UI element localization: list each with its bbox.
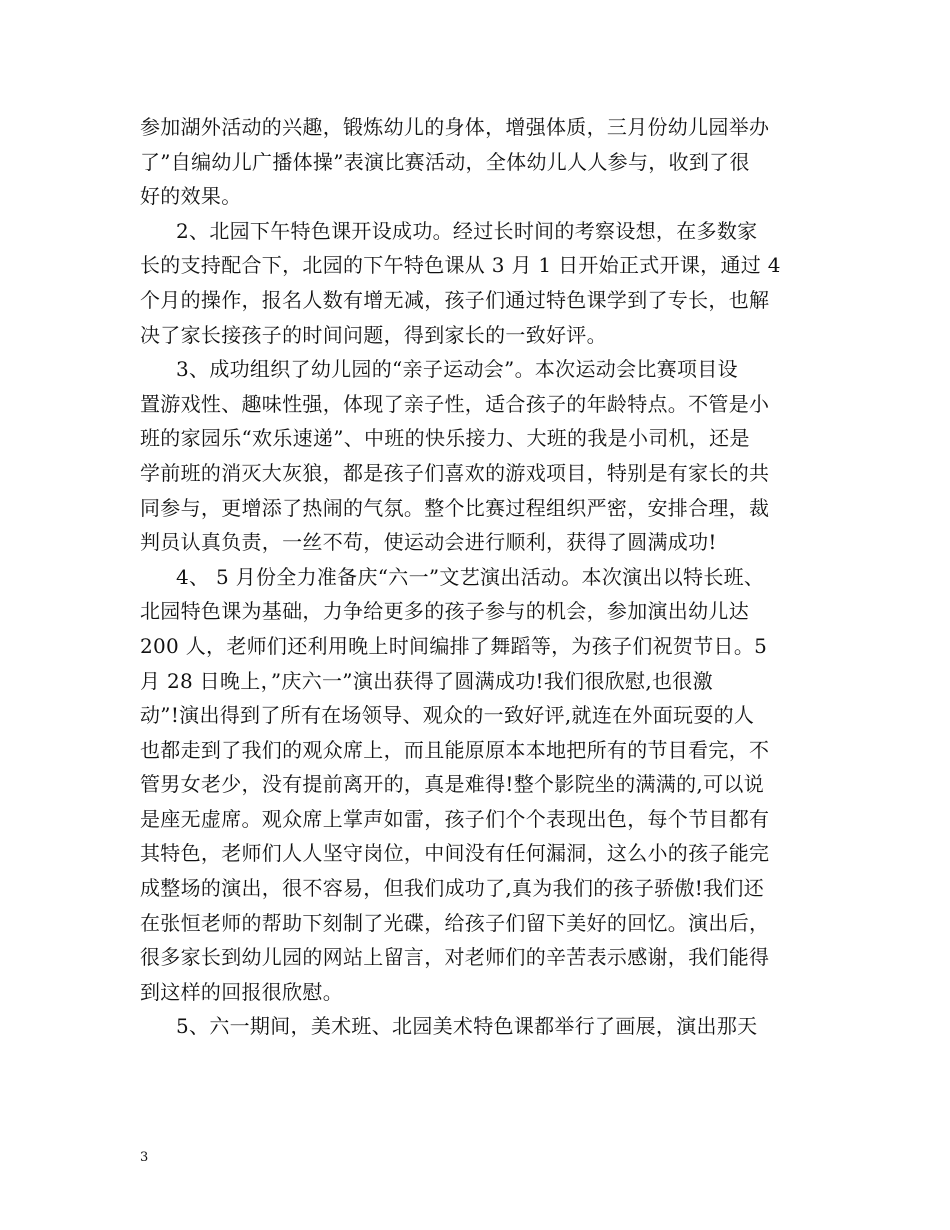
text-line: 好的效果。 — [140, 184, 242, 209]
text-line: 参加湖外活动的兴趣，锻炼幼儿的身体，增强体质，三月份幼儿园举办 — [140, 115, 770, 139]
text-line: 个月的操作，报名人数有增无减，孩子们通过特色课学到了专长，也解 — [140, 287, 770, 312]
document-body — [140, 110, 820, 1044]
text-line: 了”自编幼儿广播体操”表演比赛活动，全体幼儿人人参与，收到了很 — [140, 149, 750, 174]
text-line: 判员认真负责，一丝不苟，使运动会进行顺利，获得了圆满成功! — [140, 530, 717, 555]
text-line: 动”!演出得到了所有在场领导、观众的一致好评,就连在外面玩耍的人 — [140, 703, 755, 728]
text-line: 也都走到了我们的观众席上，而且能原原本本地把所有的节目看完，不 — [140, 737, 770, 762]
text-line: 同参与，更增添了热闹的气氛。整个比赛过程组织严密，安排合理，裁 — [140, 495, 770, 520]
text-line: 很多家长到幼儿园的网站上留言，对老师们的辛苦表示感谢，我们能得 — [140, 945, 770, 970]
paragraph-start-line: 3、成功组织了幼儿园的“亲子运动会”。本次运动会比赛项目设 — [176, 357, 738, 382]
text-line: 到这样的回报很欣慰。 — [140, 979, 343, 1004]
text-line: 学前班的消灭大灰狼，都是孩子们喜欢的游戏项目，特别是有家长的共 — [140, 460, 770, 485]
text-line: 决了家长接孩子的时间问题，得到家长的一致好评。 — [140, 322, 607, 347]
text-line: 班的家园乐“欢乐速递”、中班的快乐接力、大班的我是小司机，还是 — [140, 426, 750, 451]
text-line: 北园特色课为基础，力争给更多的孩子参与的机会，参加演出幼儿达 — [140, 599, 749, 624]
paragraph-start-line: 2、北园下午特色课开设成功。经过长时间的考察设想，在多数家 — [176, 218, 758, 243]
text-line: 长的支持配合下，北园的下午特色课从 3 月 1 日开始正式开课，通过 4 — [140, 253, 781, 278]
text-line: 月 28 日晚上，”庆六一”演出获得了圆满成功!我们很欣慰,也很激 — [140, 668, 713, 693]
paragraph-start-line: 4、 5 月份全力准备庆“六一”文艺演出活动。本次演出以特长班、 — [176, 564, 765, 589]
text-line: 管男女老少，没有提前离开的，真是难得!整个影院坐的满满的,可以说 — [140, 772, 764, 797]
text-line: 成整场的演出，很不容易，但我们成功了,真为我们的孩子骄傲!我们还 — [140, 876, 764, 901]
text-line: 200 人，老师们还利用晚上时间编排了舞蹈等，为孩子们祝贺节日。5 — [140, 633, 768, 658]
text-line: 置游戏性、趣味性强，体现了亲子性，适合孩子的年龄特点。不管是小 — [140, 391, 770, 416]
paragraph-start-line: 5、六一期间，美术班、北园美术特色课都举行了画展，演出那天 — [176, 1014, 758, 1039]
text-line: 其特色，老师们人人坚守岗位，中间没有任何漏洞，这么小的孩子能完 — [140, 841, 770, 866]
text-line: 在张恒老师的帮助下刻制了光碟，给孩子们留下美好的回忆。演出后， — [140, 910, 770, 935]
page-number: 3 — [140, 1150, 149, 1165]
text-line: 是座无虚席。观众席上掌声如雷，孩子们个个表现出色，每个节目都有 — [140, 806, 770, 831]
